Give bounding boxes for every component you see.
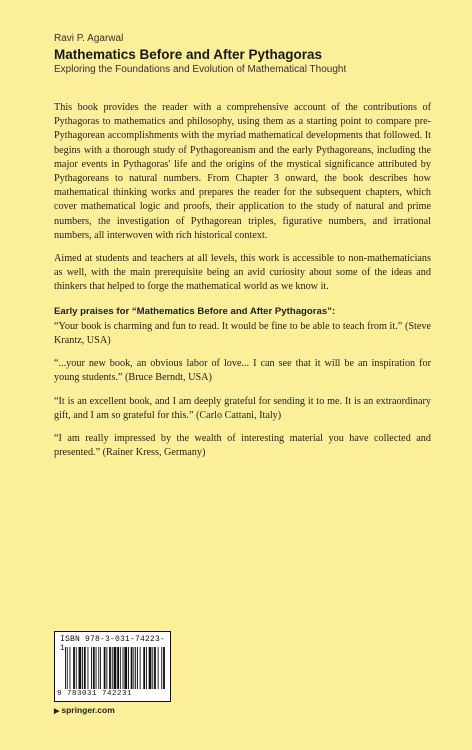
- author-name: Ravi P. Agarwal: [54, 33, 124, 44]
- barcode-bar: [120, 647, 121, 689]
- barcode-bar: [123, 647, 124, 689]
- barcode-bar: [82, 647, 83, 689]
- barcode-bar: [143, 647, 145, 689]
- barcode-bar: [137, 647, 138, 689]
- book-subtitle: Exploring the Foundations and Evolution of Mathematical Thought: [54, 64, 347, 75]
- barcode-bar: [65, 647, 66, 689]
- barcode-bar: [88, 647, 89, 689]
- barcode-bar: [96, 647, 97, 689]
- barcode-digits: 9 783031 742231: [57, 690, 133, 698]
- barcode-bar: [149, 647, 152, 689]
- praise-quote: “It is an excellent book, and I am deeply grateful for sending it to me. It is an extraordinary gift, and I am so grateful for this.” (Carlo Cattani, Italy): [54, 395, 431, 421]
- isbn-label: ISBN 978-3-031-74223-1: [60, 635, 166, 653]
- header: [54, 33, 434, 75]
- barcode-bar: [79, 647, 82, 689]
- barcode-bar: [146, 647, 147, 689]
- barcode-bar: [161, 647, 162, 689]
- barcode-bar: [73, 647, 75, 689]
- barcode-bars: [65, 647, 165, 689]
- barcode-bar: [70, 647, 71, 689]
- barcode-bar: [109, 647, 111, 689]
- barcode-bar: [135, 647, 136, 689]
- praise-heading: Early praises for “Mathematics Before and After Pythagoras”:: [54, 305, 336, 317]
- barcode-bar: [114, 647, 117, 689]
- barcode-bar: [76, 647, 77, 689]
- barcode-bar: [84, 647, 86, 689]
- publisher-website: springer.com: [61, 705, 115, 715]
- barcode-bar: [124, 647, 127, 689]
- barcode-bar: [140, 647, 141, 689]
- barcode-bar: [106, 647, 107, 689]
- barcode-bar: [152, 647, 153, 689]
- barcode-bar: [131, 647, 133, 689]
- barcode-bar: [98, 647, 99, 689]
- barcode-bar: [104, 647, 106, 689]
- barcode-bar: [100, 647, 101, 689]
- barcode-bar: [112, 647, 113, 689]
- description-paragraph: This book provides the reader with a comprehensive account of the contributions of Pythagoras to mathematics and philosophy, using them as a starting point to compare pre-Pythagorean accomplishments with the myriad mathematical developments that followed. It begins with a thorough study of Pythagoreanism and the early Pythagoreans, including the major events in Pythagoras' life and the origins of the mystical significance attributed by Pythagoreans to natural numbers. From Chapter 3 onward, the book describes how mathematical thinking works and prepares the reader for the subsequent chapters, which cover mathematical logic and proofs, their application to the study of natural and prime numbers, the investigation of Pythagorean triples, figurative numbers, and irrational numbers, all interwoven with rich historical context.: [54, 102, 431, 241]
- description-paragraph: Aimed at students and teachers at all levels, this work is accessible to non-mathematicians as well, with the main prerequisite being an avid curiosity about some of the ideas and thinkers that helped to forge the mathematical world as we know it.: [54, 253, 431, 293]
- triangle-right-icon: ▶: [54, 708, 60, 715]
- barcode-bar: [117, 647, 119, 689]
- barcode-bar: [158, 647, 159, 689]
- book-title: Mathematics Before and After Pythagoras: [54, 47, 323, 62]
- praise-quote: “I am really impressed by the wealth of interesting material you have collected and presented.” (Rainer Kress, Germany): [54, 433, 431, 459]
- barcode-bar: [91, 647, 92, 689]
- barcode-bar: [128, 647, 129, 689]
- barcode-bar: [67, 647, 68, 689]
- barcode-bar: [133, 647, 134, 689]
- publisher-link[interactable]: [54, 705, 115, 715]
- isbn-barcode: [54, 631, 171, 702]
- barcode-bar: [93, 647, 95, 689]
- praise-quote: “Your book is charming and fun to read. It would be fine to be able to teach from it.” (Steve Krantz, USA): [54, 320, 431, 347]
- praise-quote: “...your new book, an obvious labor of love... I can see that it will be an inspiration for young students.” (Bruce Berndt, USA): [54, 358, 431, 384]
- barcode-bar: [154, 647, 156, 689]
- back-cover-text: [54, 101, 431, 469]
- barcode-bar: [163, 647, 165, 689]
